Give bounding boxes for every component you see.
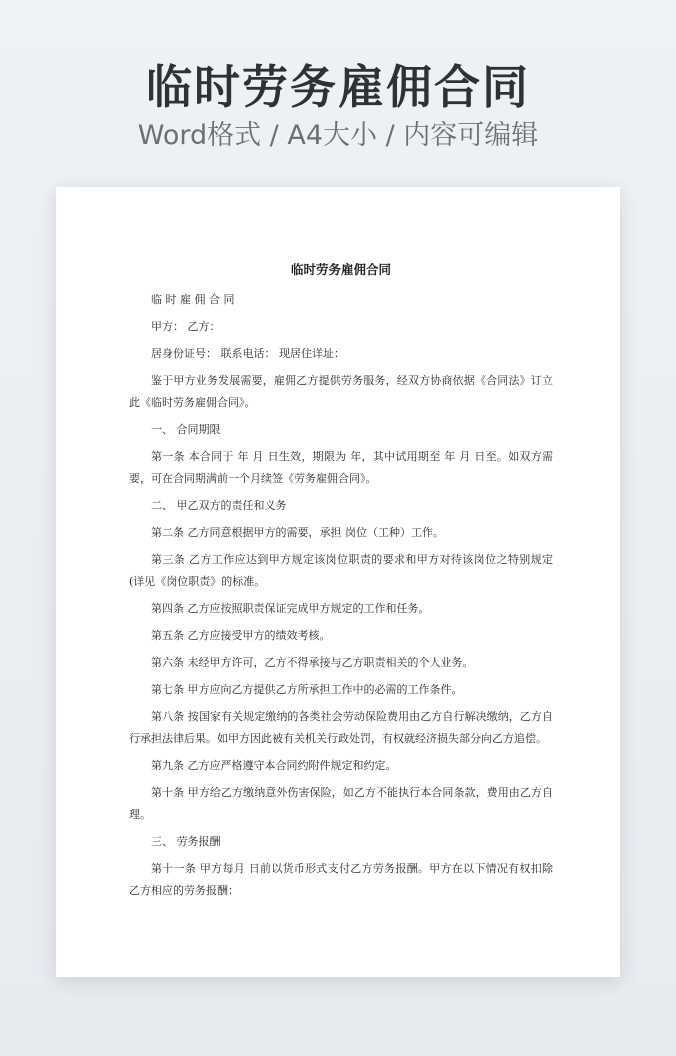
article-5: 第五条 乙方应接受甲方的绩效考核。 (151, 629, 331, 642)
article-10: 第十条 甲方给乙方缴纳意外伤害保险，如乙方不能执行本合同条款，费用由乙方自理。 (129, 786, 553, 821)
section-heading-1: 一、 合同期限 (151, 423, 221, 436)
paragraph-parties: 甲方： 乙方： (151, 320, 221, 333)
article-4: 第四条 乙方应按照职责保证完成甲方规定的工作和任务。 (151, 602, 430, 615)
article-3: 第三条 乙方工作应达到甲方规定该岗位职责的要求和甲方对待该岗位之特别规定(详见《岗位职责》的标准。 (129, 553, 553, 588)
paragraph-preamble: 鉴于甲方业务发展需要，雇佣乙方提供劳务服务，经双方协商依据《合同法》订立此《临时劳务雇佣合同》。 (129, 374, 553, 409)
article-1: 第一条 本合同于 年 月 日生效，期限为 年，其中试用期至 年 月 日至。如双方需要，可在合同期满前一个月续签《劳务雇佣合同》。 (129, 450, 553, 485)
paragraph-heading: 临 时 雇 佣 合 同 (151, 293, 235, 306)
section-heading-3: 三、 劳务报酬 (151, 835, 221, 848)
article-2: 第二条 乙方同意根据甲方的需要，承担 岗位（工种）工作。 (151, 526, 444, 539)
document-title: 临时劳务雇佣合同 (290, 262, 391, 277)
article-6: 第六条 未经甲方许可，乙方不得承接与乙方职责相关的个人业务。 (151, 656, 474, 669)
article-9: 第九条 乙方应严格遵守本合同约附件规定和约定。 (151, 759, 397, 772)
paragraph-id-info: 居身份证号： 联系电话： 现居住详址： (151, 347, 345, 360)
banner-title: 临时劳务雇佣合同 (146, 60, 530, 114)
article-8: 第八条 按国家有关规定缴纳的各类社会劳动保险费用由乙方自行解决缴纳，乙方自行承担法律后果。如甲方因此被有关机关行政处罚，有权就经济损失部分向乙方追偿。 (129, 710, 553, 745)
article-7: 第七条 甲方应向乙方提供乙方所承担工作中的必需的工作条件。 (151, 683, 463, 696)
banner (0, 0, 676, 170)
article-11: 第十一条 甲方每月 日前以货币形式支付乙方劳务报酬。甲方在以下情况有权扣除乙方相应的劳务报酬： (129, 862, 553, 897)
section-heading-2: 二、 甲乙双方的责任和义务 (151, 499, 287, 512)
document-body (129, 259, 553, 907)
banner-subtitle: Word格式 / A4大小 / 内容可编辑 (137, 120, 539, 151)
document-page (56, 187, 620, 977)
